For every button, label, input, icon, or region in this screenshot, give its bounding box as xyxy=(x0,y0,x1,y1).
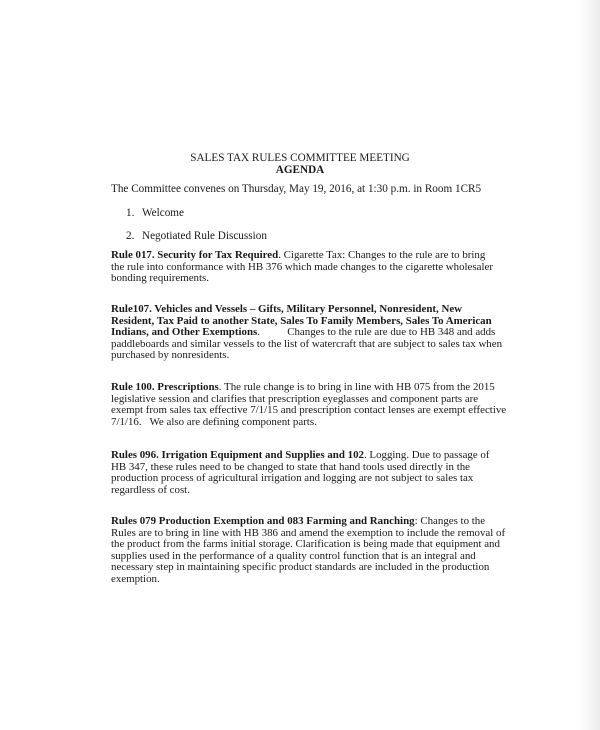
rule-line: Rules are to bring in line with HB 386 and amend the exemption to include the removal of xyxy=(111,526,506,539)
rule-line: purchased by nonresidents. xyxy=(111,349,230,362)
rule-text: . Changes to the rule are due to HB 348 and adds xyxy=(257,326,496,339)
rule-079-083-paragraph xyxy=(111,515,506,586)
rule-line: paddleboards and similar vessels to the list of watercraft that are subject to sales tax when xyxy=(111,337,503,350)
rule-017-paragraph xyxy=(111,250,491,285)
rule-line: the product from the farms initial storage. Clarification is being made that equipment and xyxy=(111,538,500,551)
rule-line: exemption. xyxy=(111,572,160,585)
rule-line: bonding requirements. xyxy=(111,272,209,285)
agenda-item-label: Negotiated Rule Discussion xyxy=(142,230,267,242)
rule-heading-line: Indians, and Other Exemptions xyxy=(111,326,258,339)
agenda-item-number: 2. xyxy=(126,230,135,242)
rule-line xyxy=(111,516,491,528)
rule-text: . Cigarette Tax: Changes to the rule are to bring xyxy=(278,249,486,261)
meeting-intro: The Committee convenes on Thursday, May 19, 2016, at 1:30 p.m. in Room 1CR5 xyxy=(111,183,482,195)
rule-line xyxy=(111,250,491,262)
page-title: SALES TAX RULES COMMITTEE MEETING xyxy=(190,152,410,164)
rule-line xyxy=(111,450,491,462)
rule-100-paragraph xyxy=(111,381,507,428)
rule-text: : Changes to the xyxy=(414,515,486,527)
rule-line: necessary step in maintaining specific product standards are included in the production xyxy=(111,561,490,574)
agenda-item-label: Welcome xyxy=(142,207,184,219)
rule-line: exempt from sales tax effective 7/1/15 and prescription contact lenses are exempt effective xyxy=(111,404,507,417)
rule-heading-line: Rule107. Vehicles and Vessels – Gifts, Military Personnel, Nonresident, New xyxy=(111,303,463,315)
rule-line: supplies used in the performance of a quality control function that is an integral and xyxy=(111,549,476,562)
rule-096-102-paragraph xyxy=(111,450,491,496)
rule-line: HB 347, these rules need to be changed to state that hand tools used directly in the xyxy=(111,460,470,473)
rule-line: the rule into conformance with HB 376 which made changes to the cigarette wholesaler xyxy=(111,260,493,273)
rule-line: production process of agricultural irrigation and logging are not subject to sales tax xyxy=(111,472,474,485)
rule-heading: Rule 017. Security for Tax Required xyxy=(111,249,279,261)
page-edge-shadow xyxy=(578,0,600,730)
rule-heading-line: Resident, Tax Paid to another State, Sales To Family Members, Sales To American xyxy=(111,314,492,327)
rule-107-paragraph xyxy=(111,303,503,362)
page-subtitle: AGENDA xyxy=(275,164,325,176)
rule-text: . The rule change is to bring in line with HB 075 from the 2015 xyxy=(218,381,495,393)
rule-heading: Rules 079 Production Exemption and 083 Farming and Ranching xyxy=(111,515,415,527)
rule-text: . Logging. Due to passage of xyxy=(363,449,490,461)
rule-line: legislative session and clarifies that prescription eyeglasses and component parts are xyxy=(111,392,479,405)
rule-line: 7/1/16. We also are defining component parts. xyxy=(111,415,317,428)
rule-line xyxy=(111,381,495,394)
rule-line: regardless of cost. xyxy=(111,483,190,496)
rule-heading: Rules 096. Irrigation Equipment and Supplies and 102 xyxy=(111,449,364,461)
agenda-item-number: 1. xyxy=(126,207,135,219)
rule-heading: Rule 100. Prescriptions xyxy=(111,381,219,393)
